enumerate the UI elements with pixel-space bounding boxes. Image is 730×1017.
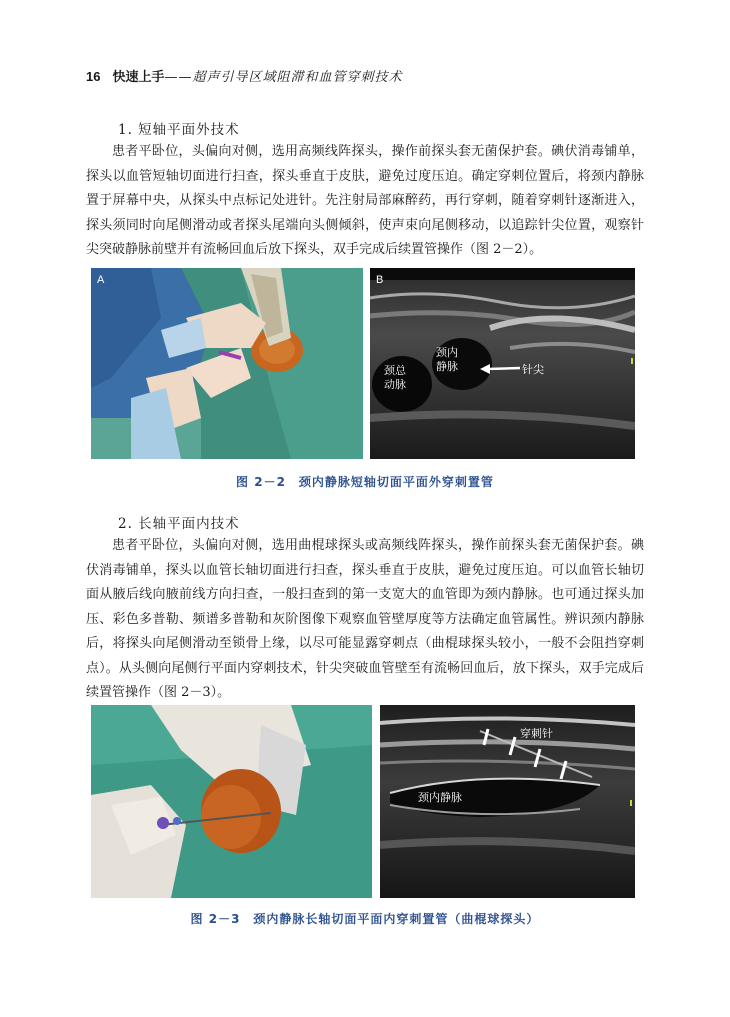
figure-2-2-caption: 图 2－2 颈内静脉短轴切面平面外穿刺置管 — [236, 475, 494, 489]
figure-2-2-ultrasound-b — [370, 268, 635, 459]
procedure-photo-long-axis — [91, 705, 372, 898]
figure-2-3-photo — [91, 705, 372, 898]
procedure-photo-short-axis — [91, 268, 363, 459]
section-1-heading: 1. 短轴平面外技术 — [118, 122, 240, 138]
label-needle-tip: 针尖 — [522, 363, 544, 376]
section-2-heading: 2. 长轴平面内技术 — [118, 516, 240, 532]
label-internal-jugular-vein: 颈内静脉 — [436, 346, 458, 373]
label-common-carotid-artery: 颈总动脉 — [384, 364, 406, 391]
figure-2-3-caption: 图 2－3 颈内静脉长轴切面平面内穿刺置管（曲棍球探头） — [190, 912, 540, 926]
section-2-paragraph: 患者平卧位，头偏向对侧，选用曲棍球探头或高频线阵探头，操作前探头套无菌保护套。碘伏消毒铺单，探头以血管长轴切面进行扫查，探头垂直于皮肤，避免过度压迫。可以血管长轴切面从腋后线向腋前线方向扫查，一般扫查到的第一支宽大的血管即为颈内静脉。也可通过探头加压、彩色多普勒、频谱多普勒和灰阶图像下观察血管壁厚度等方法确定血管属性。辨识颈内静脉后，将探头向尾侧滑动至锁骨上缘，以尽可能显露穿刺点（曲棍球探头较小，一般不会阻挡穿刺点）。从头侧向尾侧行平面内穿刺技术，针尖突破血管壁至有流畅回血后，放下探头，双手完成后续置管操作（图 2－3）。 — [86, 538, 644, 700]
label-internal-jugular-vein-long: 颈内静脉 — [418, 791, 462, 804]
page-number: 16 — [86, 69, 101, 84]
book-title: 快速上手 — [112, 70, 165, 85]
panel-label-b: B — [376, 274, 384, 286]
section-1-paragraph: 患者平卧位，头偏向对侧，选用高频线阵探头，操作前探头套无菌保护套。碘伏消毒铺单，探头以血管短轴切面进行扫查，探头垂直于皮肤，避免过度压迫。确定穿刺位置后，将颈内静脉置于屏幕中央，从探头中点标记处进针。先注射局部麻醉药，再行穿刺，随着穿刺针逐渐进入，探头须同时向尾侧滑动或者探头尾端向头侧倾斜，使声束向尾侧移动，以追踪针尖位置，观察针尖突破静脉前壁并有流畅回血后放下探头，双手完成后续置管操作（图 2－2）。 — [86, 144, 644, 257]
panel-label-a: A — [97, 274, 105, 286]
running-header — [86, 66, 646, 86]
header-dash: —— — [164, 70, 193, 85]
label-needle: 穿刺针 — [520, 727, 553, 740]
book-subtitle: 超声引导区域阻滞和血管穿刺技术 — [192, 70, 403, 85]
figure-2-2-photo-a — [91, 268, 363, 459]
figure-2-3-ultrasound — [380, 705, 635, 898]
